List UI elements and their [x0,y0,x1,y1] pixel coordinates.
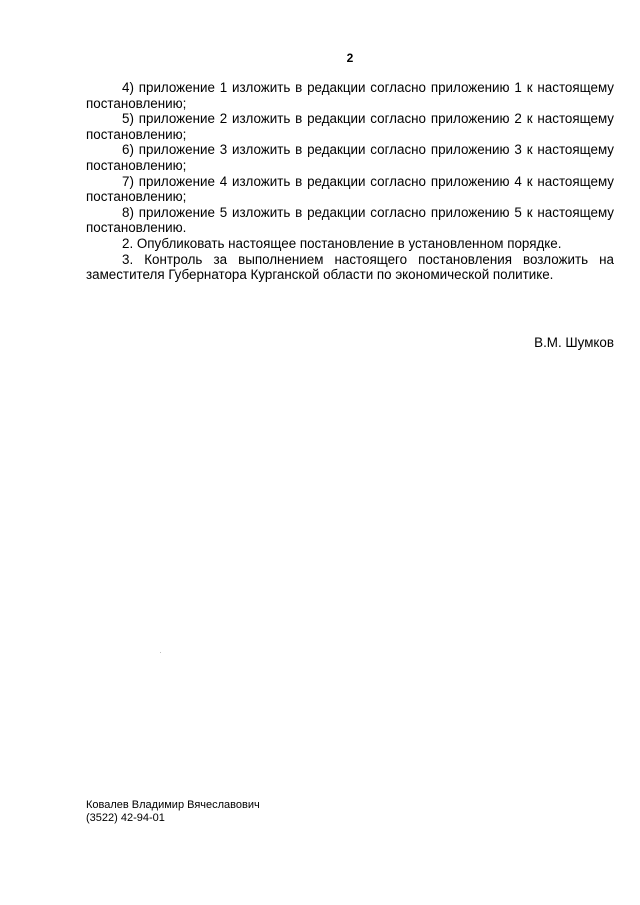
footer-author: Ковалев Владимир Вячеславович [86,799,260,811]
paragraph-item-7: 7) приложение 4 изложить в редакции согласно приложению 4 к настоящему постановлению; [86,173,614,205]
paragraph-item-6: 6) приложение 3 изложить в редакции согласно приложению 3 к настоящему постановлению; [86,142,614,173]
footer-contact [86,799,260,825]
footer-phone: (3522) 42-94-01 [86,812,165,824]
scan-speck [160,652,161,653]
paragraph-item-5: 5) приложение 2 изложить в редакции согласно приложению 2 к настоящему постановлению; [86,111,614,142]
paragraph-item-4: 4) приложение 1 изложить в редакции согласно приложению 1 к настоящему постановлению; [86,80,614,111]
paragraph-publish: 2. Опубликовать настоящее постановление в установленном порядке. [122,235,562,251]
signature-name: В.М. Шумков [534,335,614,350]
page-number: 2 [346,51,354,65]
document-body [86,80,614,283]
paragraph-item-8: 8) приложение 5 изложить в редакции согласно приложению 5 к настоящему постановлению. [86,204,614,236]
paragraph-control: 3. Контроль за выполнением настоящего постановления возложить на заместителя Губернатора Курганской области по экономической политике. [86,251,614,283]
